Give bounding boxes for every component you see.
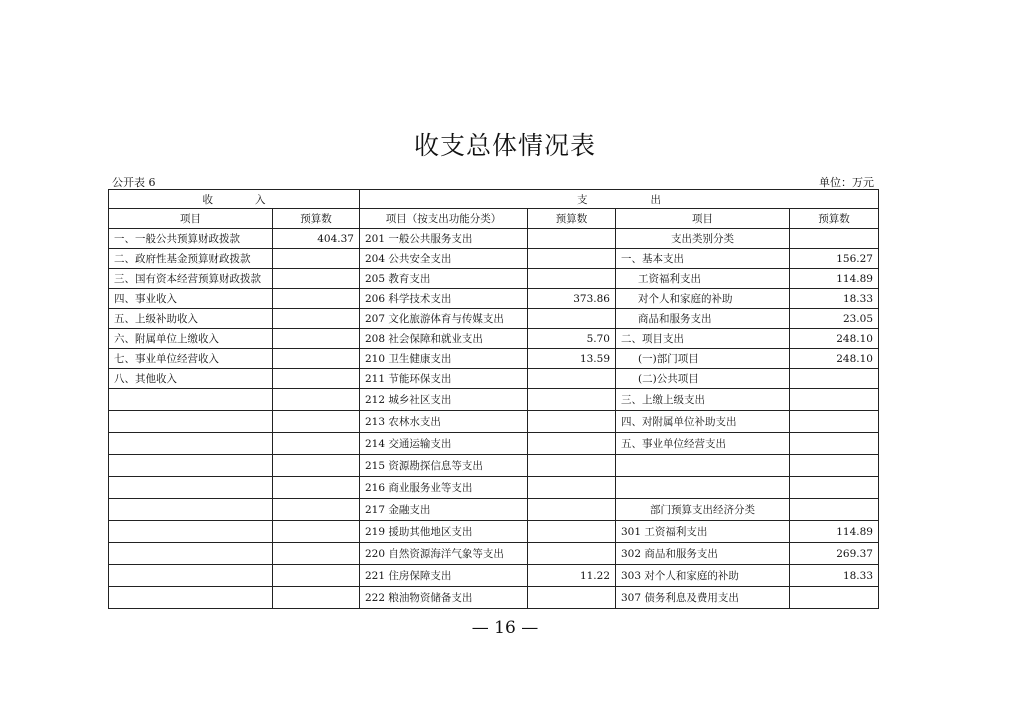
function-item-cell: 206 科学技术支出: [360, 289, 528, 309]
function-budget-cell: [528, 587, 616, 609]
function-item-cell: 216 商业服务业等支出: [360, 477, 528, 499]
category-item-cell: (二)公共项目: [616, 369, 790, 389]
function-item-cell: 211 节能环保支出: [360, 369, 528, 389]
category-budget-cell: [790, 229, 879, 249]
income-item-cell: [109, 411, 273, 433]
function-item-cell: 208 社会保障和就业支出: [360, 329, 528, 349]
function-budget-cell: [528, 411, 616, 433]
function-budget-cell: [528, 521, 616, 543]
function-item-cell: 215 资源勘探信息等支出: [360, 455, 528, 477]
table-row: [109, 433, 879, 455]
function-budget-cell: 373.86: [528, 289, 616, 309]
category-budget-cell: [790, 369, 879, 389]
table-row: [109, 289, 879, 309]
income-item-cell: 五、上级补助收入: [109, 309, 273, 329]
category-item-cell: 302 商品和服务支出: [616, 543, 790, 565]
table-row: [109, 309, 879, 329]
income-budget-cell: [273, 477, 360, 499]
page-title: 收支总体情况表: [413, 131, 596, 160]
section-header-row: [109, 190, 879, 209]
income-budget-cell: [273, 565, 360, 587]
function-budget-cell: [528, 269, 616, 289]
function-budget-cell: [528, 309, 616, 329]
category-budget-cell: 156.27: [790, 249, 879, 269]
income-budget-cell: 404.37: [273, 229, 360, 249]
function-budget-cell: [528, 389, 616, 411]
col-header-category-item: 项目: [616, 209, 790, 229]
income-item-cell: [109, 499, 273, 521]
category-budget-cell: 114.89: [790, 521, 879, 543]
income-budget-cell: [273, 309, 360, 329]
income-budget-cell: [273, 369, 360, 389]
category-budget-cell: [790, 389, 879, 411]
function-item-cell: 204 公共安全支出: [360, 249, 528, 269]
category-item-cell: 二、项目支出: [616, 329, 790, 349]
category-item-cell: 部门预算支出经济分类: [616, 499, 790, 521]
col-header-category-budget: 预算数: [790, 209, 879, 229]
function-item-cell: 201 一般公共服务支出: [360, 229, 528, 249]
income-item-cell: [109, 433, 273, 455]
page-number: — 16 —: [471, 618, 539, 638]
category-budget-cell: [790, 411, 879, 433]
function-item-cell: 207 文化旅游体育与传媒支出: [360, 309, 528, 329]
income-budget-cell: [273, 521, 360, 543]
col-header-income-item: 项目: [109, 209, 273, 229]
table-row: [109, 411, 879, 433]
category-budget-cell: [790, 433, 879, 455]
function-item-cell: 205 教育支出: [360, 269, 528, 289]
category-item-cell: 支出类别分类: [616, 229, 790, 249]
category-budget-cell: 114.89: [790, 269, 879, 289]
income-item-cell: 八、其他收入: [109, 369, 273, 389]
category-item-cell: 五、事业单位经营支出: [616, 433, 790, 455]
income-budget-cell: [273, 389, 360, 411]
income-budget-cell: [273, 411, 360, 433]
income-budget-cell: [273, 455, 360, 477]
table-row: [109, 349, 879, 369]
category-budget-cell: [790, 477, 879, 499]
income-item-cell: 七、事业单位经营收入: [109, 349, 273, 369]
income-budget-cell: [273, 587, 360, 609]
category-item-cell: 307 债务利息及费用支出: [616, 587, 790, 609]
income-item-cell: [109, 565, 273, 587]
table-row: [109, 269, 879, 289]
table-row: [109, 229, 879, 249]
income-budget-cell: [273, 499, 360, 521]
col-header-income-budget: 预算数: [273, 209, 360, 229]
function-budget-cell: [528, 477, 616, 499]
function-item-cell: 210 卫生健康支出: [360, 349, 528, 369]
income-item-cell: 二、政府性基金预算财政拨款: [109, 249, 273, 269]
table-row: [109, 455, 879, 477]
income-budget-cell: [273, 433, 360, 455]
function-budget-cell: [528, 249, 616, 269]
income-item-cell: [109, 543, 273, 565]
function-budget-cell: 13.59: [528, 349, 616, 369]
category-budget-cell: 248.10: [790, 329, 879, 349]
function-budget-cell: [528, 499, 616, 521]
category-budget-cell: 18.33: [790, 565, 879, 587]
table-row: [109, 389, 879, 411]
category-item-cell: 三、上缴上级支出: [616, 389, 790, 411]
function-budget-cell: [528, 369, 616, 389]
function-item-cell: 220 自然资源海洋气象等支出: [360, 543, 528, 565]
category-item-cell: 303 对个人和家庭的补助: [616, 565, 790, 587]
income-header: 收 入: [109, 190, 360, 209]
income-budget-cell: [273, 289, 360, 309]
category-item-cell: 301 工资福利支出: [616, 521, 790, 543]
table-row: [109, 499, 879, 521]
income-item-cell: [109, 455, 273, 477]
table-row: [109, 477, 879, 499]
income-budget-cell: [273, 349, 360, 369]
category-item-cell: 对个人和家庭的补助: [616, 289, 790, 309]
category-budget-cell: 269.37: [790, 543, 879, 565]
category-budget-cell: 248.10: [790, 349, 879, 369]
income-item-cell: [109, 587, 273, 609]
function-item-cell: 214 交通运输支出: [360, 433, 528, 455]
category-budget-cell: 18.33: [790, 289, 879, 309]
col-header-function-budget: 预算数: [528, 209, 616, 229]
col-header-function-item: 项目（按支出功能分类）: [360, 209, 528, 229]
function-budget-cell: [528, 543, 616, 565]
category-item-cell: 一、基本支出: [616, 249, 790, 269]
expense-header: 支 出: [360, 190, 879, 209]
category-budget-cell: 23.05: [790, 309, 879, 329]
category-budget-cell: [790, 455, 879, 477]
function-budget-cell: 11.22: [528, 565, 616, 587]
unit-label: 单位：万元: [819, 176, 874, 189]
category-item-cell: [616, 455, 790, 477]
income-item-cell: [109, 477, 273, 499]
table-row: [109, 587, 879, 609]
function-budget-cell: [528, 433, 616, 455]
category-item-cell: [616, 477, 790, 499]
category-item-cell: 工资福利支出: [616, 269, 790, 289]
income-budget-cell: [273, 329, 360, 349]
function-budget-cell: [528, 229, 616, 249]
income-budget-cell: [273, 543, 360, 565]
function-budget-cell: 5.70: [528, 329, 616, 349]
income-item-cell: 三、国有资本经营预算财政拨款: [109, 269, 273, 289]
category-budget-cell: [790, 499, 879, 521]
table-row: [109, 565, 879, 587]
function-item-cell: 213 农林水支出: [360, 411, 528, 433]
table-row: [109, 543, 879, 565]
function-item-cell: 212 城乡社区支出: [360, 389, 528, 411]
budget-table: [108, 189, 879, 609]
category-item-cell: 四、对附属单位补助支出: [616, 411, 790, 433]
function-item-cell: 222 粮油物资储备支出: [360, 587, 528, 609]
income-budget-cell: [273, 249, 360, 269]
category-item-cell: 商品和服务支出: [616, 309, 790, 329]
table-row: [109, 369, 879, 389]
function-item-cell: 219 援助其他地区支出: [360, 521, 528, 543]
category-item-cell: (一)部门项目: [616, 349, 790, 369]
income-budget-cell: [273, 269, 360, 289]
function-budget-cell: [528, 455, 616, 477]
income-item-cell: 一、一般公共预算财政拨款: [109, 229, 273, 249]
table-row: [109, 329, 879, 349]
income-item-cell: [109, 521, 273, 543]
income-item-cell: 六、附属单位上缴收入: [109, 329, 273, 349]
function-item-cell: 221 住房保障支出: [360, 565, 528, 587]
table-row: [109, 521, 879, 543]
category-budget-cell: [790, 587, 879, 609]
table-row: [109, 249, 879, 269]
income-item-cell: 四、事业收入: [109, 289, 273, 309]
form-label: 公开表 6: [112, 176, 156, 189]
income-item-cell: [109, 389, 273, 411]
function-item-cell: 217 金融支出: [360, 499, 528, 521]
column-header-row: [109, 209, 879, 229]
